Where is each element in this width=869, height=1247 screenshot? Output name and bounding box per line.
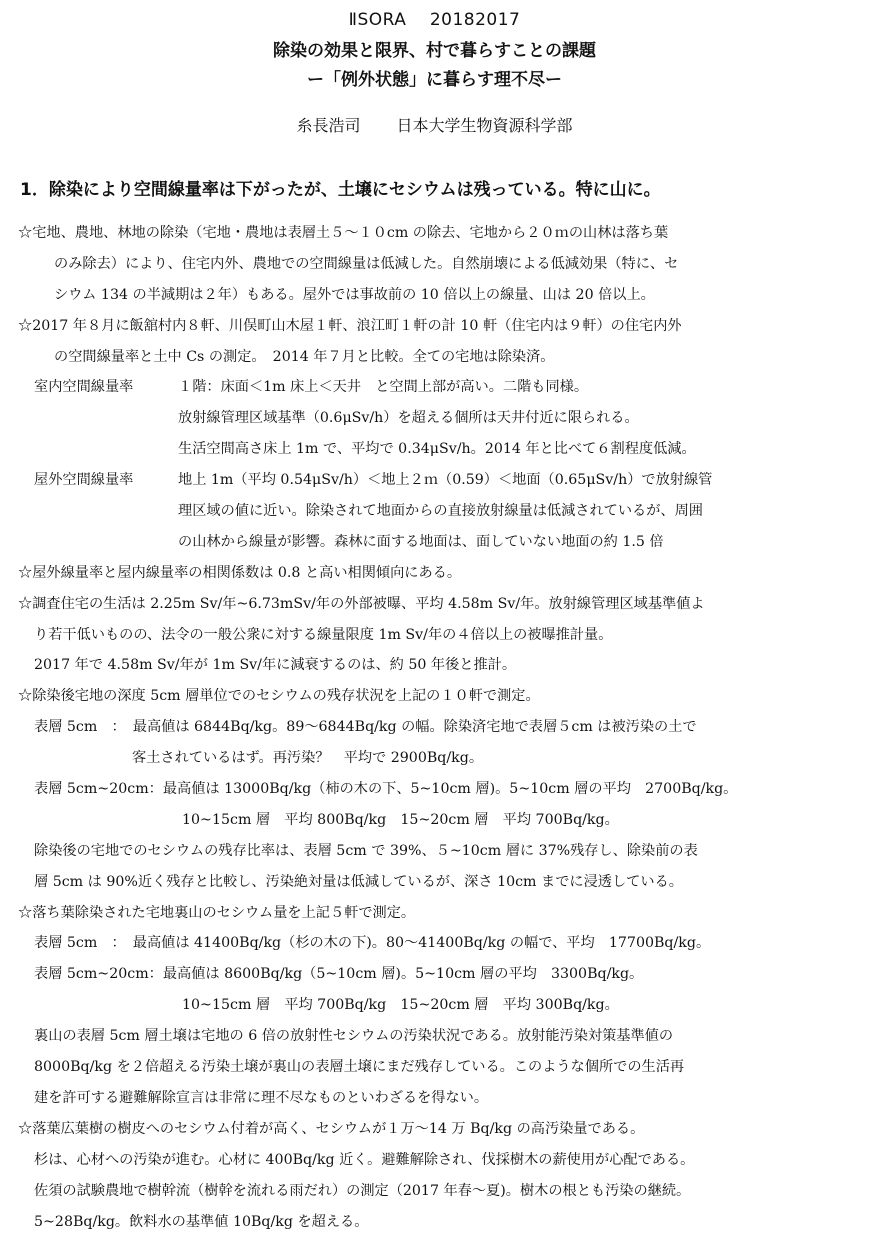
paragraph-line: 杉は、心材への汚染が進む。心材に 400Bq/kg 近く。避難解除され、伐採樹木の薪使用が心配である。: [34, 1151, 695, 1168]
paragraph-line: シウム 134 の半減期は２年）もある。屋外では事故前の 10 倍以上の線量、山は 20 倍以上。: [54, 286, 655, 303]
outdoor-row: [18, 465, 854, 496]
document-body: [18, 218, 854, 1237]
paragraph-line: 5~28Bq/kg。飲料水の基準値 10Bq/kg を超える。: [34, 1213, 369, 1230]
outdoor-label: 屋外空間線量率: [34, 472, 134, 489]
indoor-text: １階：床面＜1m 床上＜天井 と空間上部が高い。二階も同様。: [178, 379, 589, 396]
paragraph-line: のみ除去）により、住宅内外、農地での空間線量は低減した。自然崩壊による低減効果（特に、セ: [54, 255, 679, 272]
paragraph-line: ☆屋外線量率と屋内線量率の相関係数は 0.8 と高い相関傾向にある。: [18, 564, 462, 581]
paragraph-line: 理区域の値に近い。除染されて地面からの直接放射線量は低減されているが、周囲: [178, 503, 703, 520]
paragraph-line: 表層 5cm~20cm：最高値は 8600Bq/kg（5~10cm 層)。5~10cm 層の平均 3300Bq/kg。: [34, 966, 644, 983]
paragraph-line: 建を許可する避難解除宣言は非常に理不尽なものといわざるを得ない。: [34, 1089, 489, 1106]
paragraph-line: 10~15cm 層 平均 700Bq/kg 15~20cm 層 平均 300Bq/kg。: [182, 997, 619, 1014]
paragraph-line: 除染後の宅地でのセシウムの残存比率は、表層 5cm で 39%、５~10cm 層に 37%残存し、除染前の表: [34, 842, 698, 859]
paragraph-line: 表層 5cm ： 最高値は 6844Bq/kg。89～6844Bq/kg の幅。除染済宅地で表層５cm は被汚染の土で: [34, 719, 697, 736]
paragraph-line: ☆宅地、農地、林地の除染（宅地・農地は表層土５～１０cm の除去、宅地から２０ｍの山林は落ち葉: [18, 225, 669, 241]
indoor-label: 室内空間線量率: [34, 379, 134, 396]
document-title: 除染の効果と限界、村で暮らすことの課題: [273, 41, 596, 61]
paragraph-line: ☆落葉広葉樹の樹皮へのセシウム付着が高く、セシウムが１万～14 万 Bq/kg の高汚染量である。: [18, 1120, 645, 1137]
paragraph-line: ☆落ち葉除染された宅地裏山のセシウム量を上記５軒で測定。: [18, 904, 416, 921]
author-affiliation: 日本大学生物資源科学部: [396, 116, 573, 135]
paragraph-line: の空間線量率と土中 Cs の測定。 2014 年７月と比較。全ての宅地は除染済。: [54, 348, 555, 365]
author-name: 糸長浩司: [296, 116, 361, 135]
paragraph-line: 10~15cm 層 平均 800Bq/kg 15~20cm 層 平均 700Bq/kg。: [182, 811, 619, 828]
paragraph-line: 裏山の表層 5cm 層土壌は宅地の 6 倍の放射性セシウムの汚染状況である。放射能汚染対策基準値の: [34, 1028, 674, 1045]
paragraph-line: 8000Bq/kg を２倍超える汚染土壌が裏山の表層土壌にまだ残存している。このような個所での生活再: [34, 1059, 685, 1076]
paragraph-line: 表層 5cm~20cm：最高値は 13000Bq/kg（柿の木の下、5~10cm 層)。5~10cm 層の平均 2700Bq/kg。: [34, 781, 738, 798]
section-heading: 1．除染により空間線量率は下がったが、土壌にセシウムは残っている。特に山に。: [20, 180, 661, 200]
paragraph-line: の山林から線量が影響。森林に面する地面は、面していない地面の約 1.5 倍: [178, 533, 664, 550]
paragraph-line: 客土されているはず。再汚染？ 平均で 2900Bq/kg。: [132, 750, 484, 767]
paragraph-line: 生活空間高さ床上 1m で、平均で 0.34μSv/h。2014 年と比べて６割程度低減。: [178, 441, 696, 458]
document-subtitle: ー「例外状態」に暮らす理不尽ー: [307, 70, 562, 90]
paragraph-line: 放射線管理区域基準（0.6μSv/h）を超える個所は天井付近に限られる。: [178, 410, 639, 427]
paragraph-line: 表層 5cm ： 最高値は 41400Bq/kg（杉の木の下)。80～41400Bq/kg の幅で、平均 17700Bq/kg。: [34, 935, 711, 952]
conference-label: ⅡSORA 20182017: [348, 10, 521, 30]
author-line: [0, 113, 869, 136]
indoor-row: [18, 372, 854, 403]
paragraph-line: 層 5cm は 90%近く残存と比較し、汚染絶対量は低減しているが、深さ 10cm までに浸透している。: [34, 873, 683, 890]
paragraph-line: ☆調査住宅の生活は 2.25m Sv/年~6.73mSv/年の外部被曝、平均 4.58m Sv/年。放射線管理区域基準値よ: [18, 595, 705, 612]
paragraph-line: 佐須の試験農地で樹幹流（樹幹を流れる雨だれ）の測定（2017 年春～夏)。樹木の根とも汚染の継続。: [34, 1182, 691, 1199]
paragraph-line: ☆除染後宅地の深度 5cm 層単位でのセシウムの残存状況を上記の１０軒で測定。: [18, 688, 540, 705]
paragraph-line: り若干低いものの、法令の一般公衆に対する線量限度 1m Sv/年の４倍以上の被曝推計量。: [34, 626, 613, 643]
paragraph-line: 2017 年で 4.58m Sv/年が 1m Sv/年に減衰するのは、約 50 年後と推計。: [34, 657, 517, 674]
outdoor-text: 地上 1m（平均 0.54μSv/h）＜地上２ｍ（0.59）＜地面（0.65μSv/h）で放射線管: [178, 472, 713, 489]
paragraph-line: ☆2017 年８月に飯舘村内８軒、川俣町山木屋１軒、浪江町１軒の計 10 軒（住宅内は９軒）の住宅内外: [18, 317, 682, 334]
